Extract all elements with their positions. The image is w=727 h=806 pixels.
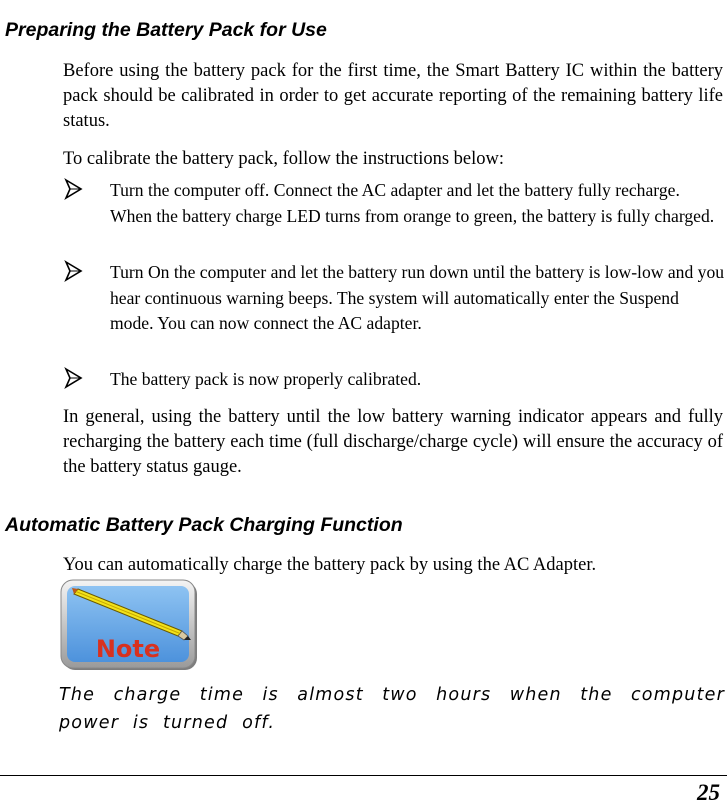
footer-divider: [0, 775, 727, 776]
list-item: [63, 260, 725, 337]
auto-charging-paragraph: You can automatically charge the battery pack by using the AC Adapter.: [63, 555, 597, 575]
intro-paragraph: Before using the battery pack for the first time, the Smart Battery IC within the battery pack should be calibrated in order to get accurate reporting of the remaining battery life status.: [63, 61, 723, 131]
page-number: 25: [697, 780, 720, 805]
arrow-bullet-icon: [63, 367, 85, 389]
list-item: [63, 178, 725, 229]
note-icon: [60, 578, 200, 673]
note-text: The charge time is almost two hours when the computer power is turned off.: [59, 685, 725, 733]
arrow-bullet-icon: [63, 260, 85, 282]
section-heading-preparing: Preparing the Battery Pack for Use: [5, 19, 327, 41]
note-label: Note: [95, 635, 161, 663]
step-text: Turn the computer off. Connect the AC adapter and let the battery fully recharge. When the battery charge LED turns from orange to green, the battery is fully charged.: [110, 180, 715, 226]
section-heading-auto-charging: Automatic Battery Pack Charging Function: [5, 514, 403, 536]
instructions-lead: To calibrate the battery pack, follow the instructions below:: [63, 149, 505, 169]
list-item: [63, 367, 725, 393]
arrow-bullet-icon: [63, 178, 85, 200]
general-paragraph: In general, using the battery until the low battery warning indicator appears and fully recharging the battery each time (full discharge/charge cycle) will ensure the accuracy of the battery status gauge.: [63, 407, 723, 477]
step-text: Turn On the computer and let the battery run down until the battery is low-low and you hear continuous warning beeps. The system will automatically enter the Suspend mode. You can now connect the AC adapter.: [110, 262, 725, 333]
step-text: The battery pack is now properly calibrated.: [110, 369, 422, 389]
